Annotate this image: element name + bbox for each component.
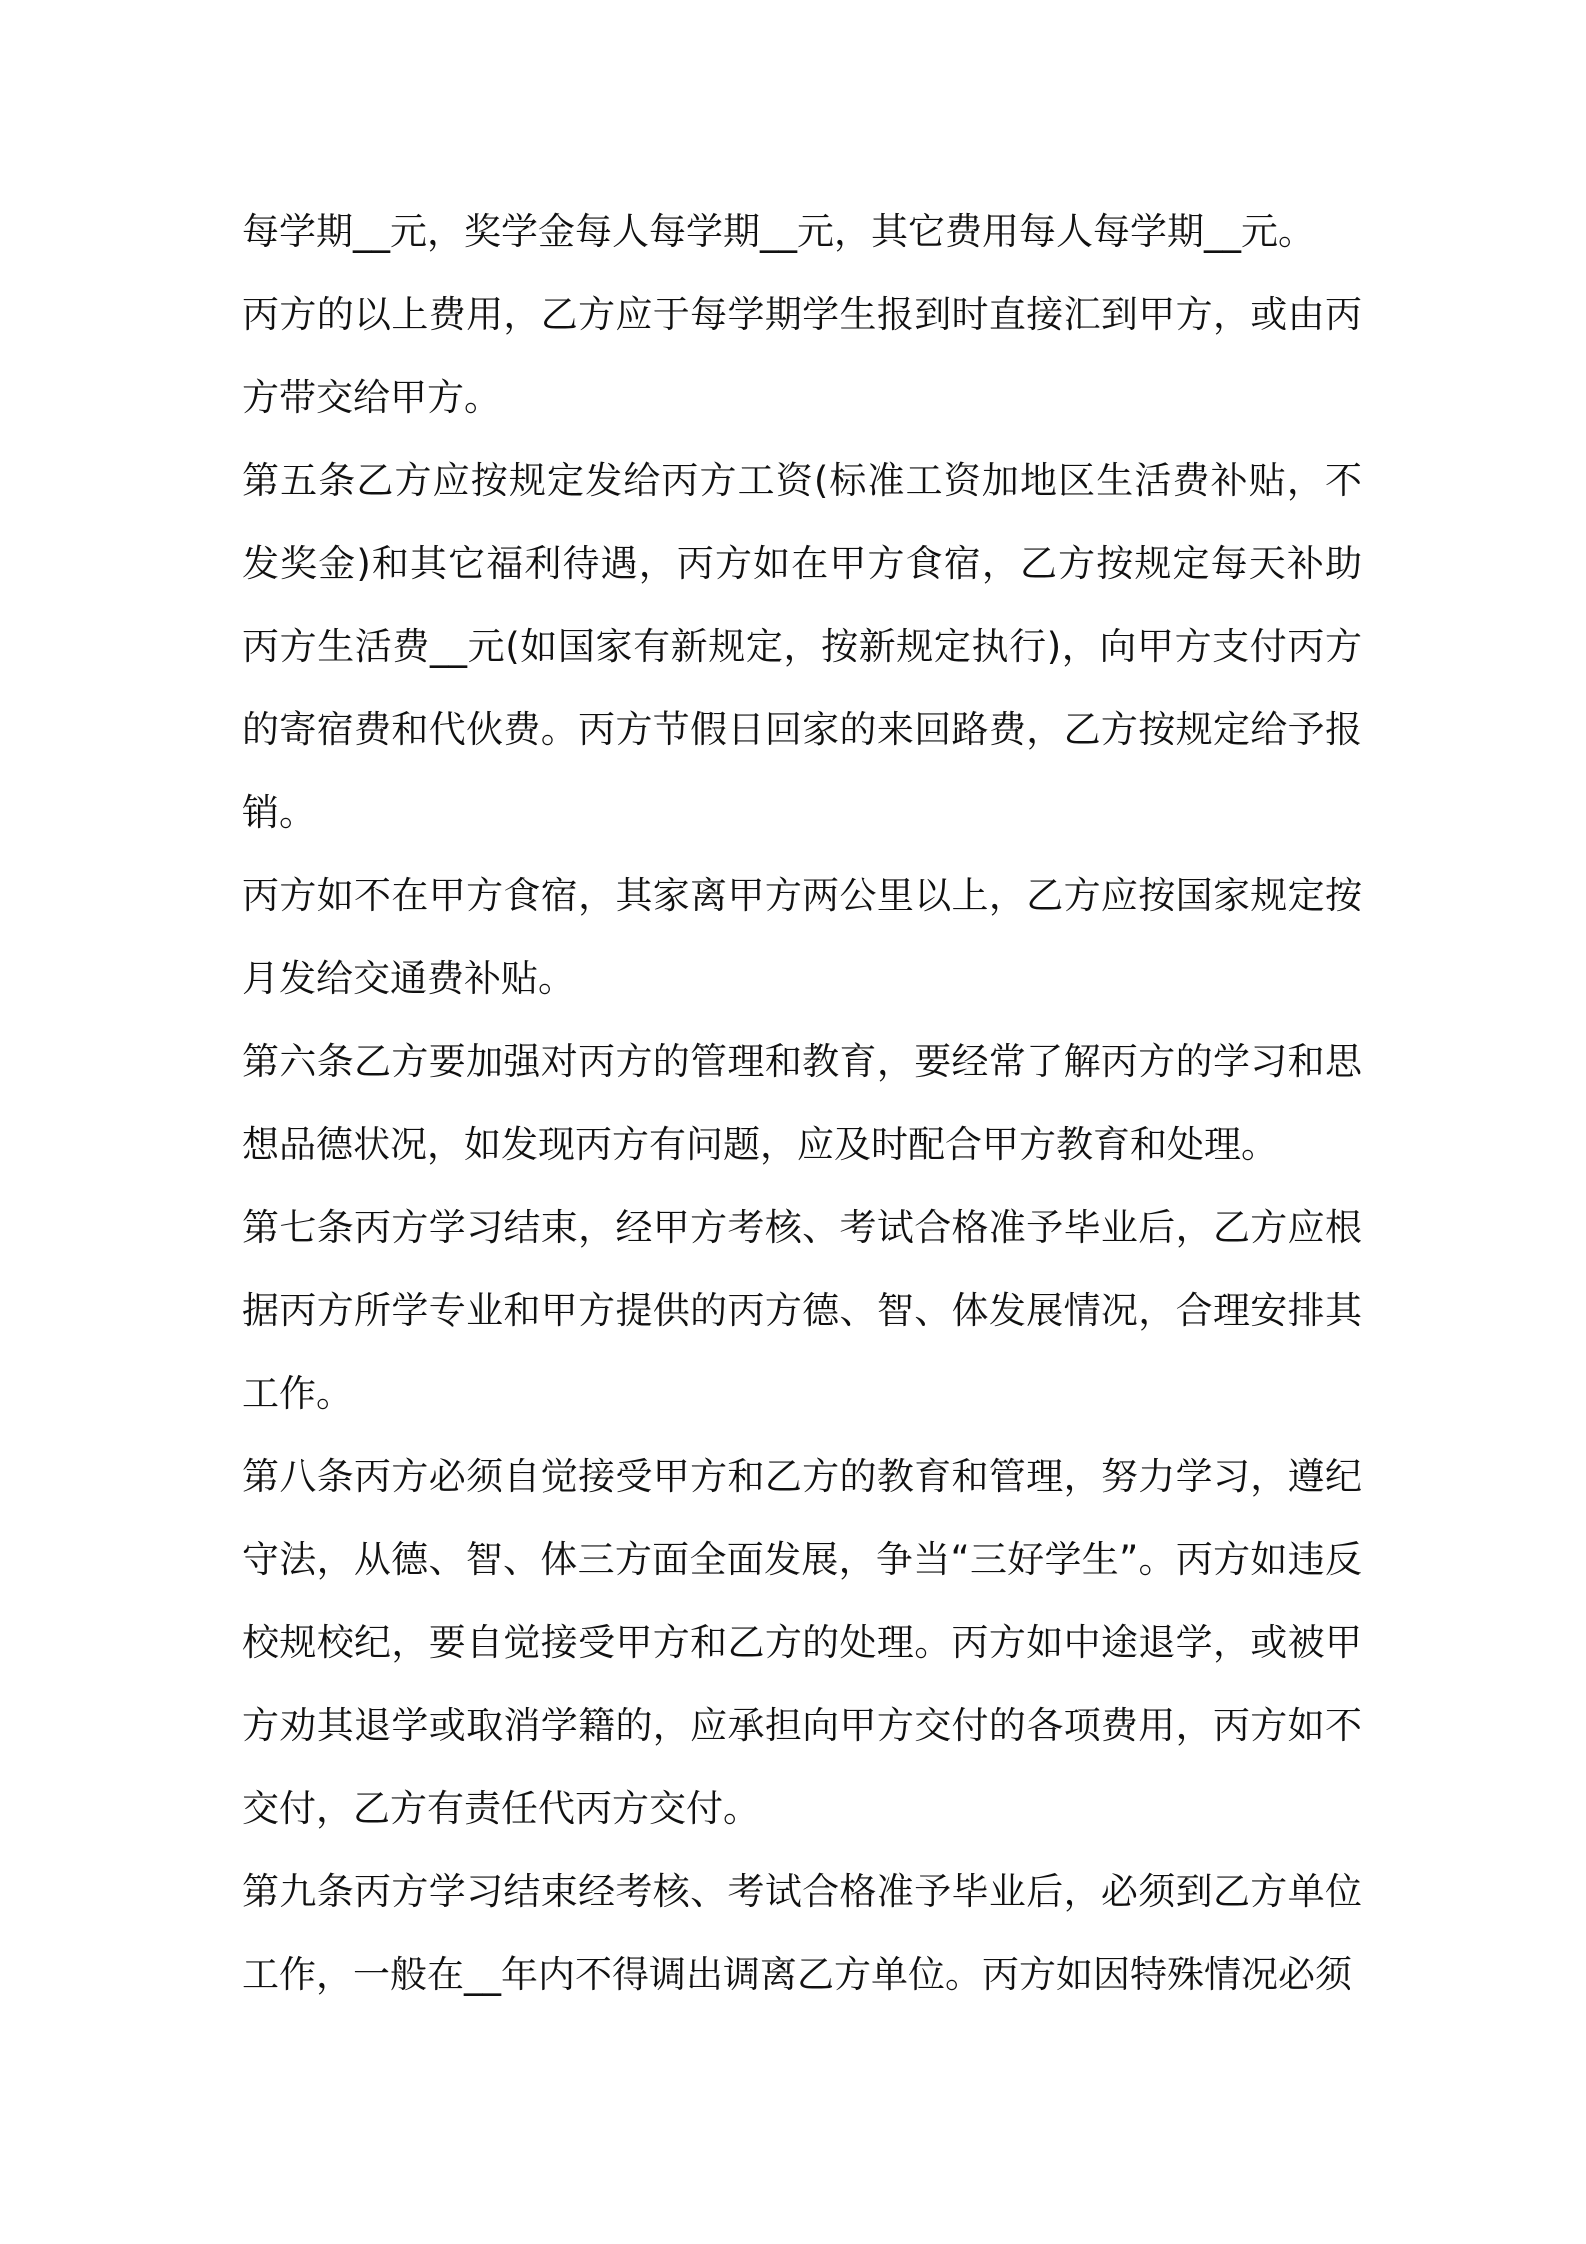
paragraph-article-9: 第九条丙方学习结束经考核、考试合格准予毕业后，必须到乙方单位工作，一般在__年内不得调出调离乙方单位。丙方如因特殊情况必须 [242,1870,1362,1996]
paragraph-transport-subsidy: 丙方如不在甲方食宿，其家离甲方两公里以上，乙方应按国家规定按月发给交通费补贴。 [242,874,1362,1000]
paragraph-article-8: 第八条丙方必须自觉接受甲方和乙方的教育和管理，努力学习，遵纪守法，从德、智、体三方面全面发展，争当“三好学生”。丙方如违反校规校纪，要自觉接受甲方和乙方的处理。丙方如中途退学，或被甲方劝其退学或取消学籍的，应承担向甲方交付的各项费用，丙方如不交付，乙方有责任代丙方交付。 [242,1455,1362,1830]
paragraph-fee-payment: 丙方的以上费用，乙方应于每学期学生报到时直接汇到甲方，或由丙方带交给甲方。 [242,293,1362,419]
paragraph-article-6: 第六条乙方要加强对丙方的管理和教育，要经常了解丙方的学习和思想品德状况，如发现丙方有问题，应及时配合甲方教育和处理。 [242,1040,1362,1166]
document-body [242,190,1362,2016]
paragraph-fees-per-term: 每学期__元，奖学金每人每学期__元，其它费用每人每学期__元。 [242,210,1315,253]
paragraph-article-5: 第五条乙方应按规定发给丙方工资(标准工资加地区生活费补贴，不发奖金)和其它福利待遇，丙方如在甲方食宿，乙方按规定每天补助丙方生活费__元(如国家有新规定，按新规定执行)，向甲方支付丙方的寄宿费和代伙费。丙方节假日回家的来回路费，乙方按规定给予报销。 [242,459,1362,834]
paragraph-article-7: 第七条丙方学习结束，经甲方考核、考试合格准予毕业后，乙方应根据丙方所学专业和甲方提供的丙方德、智、体发展情况，合理安排其工作。 [242,1206,1362,1415]
